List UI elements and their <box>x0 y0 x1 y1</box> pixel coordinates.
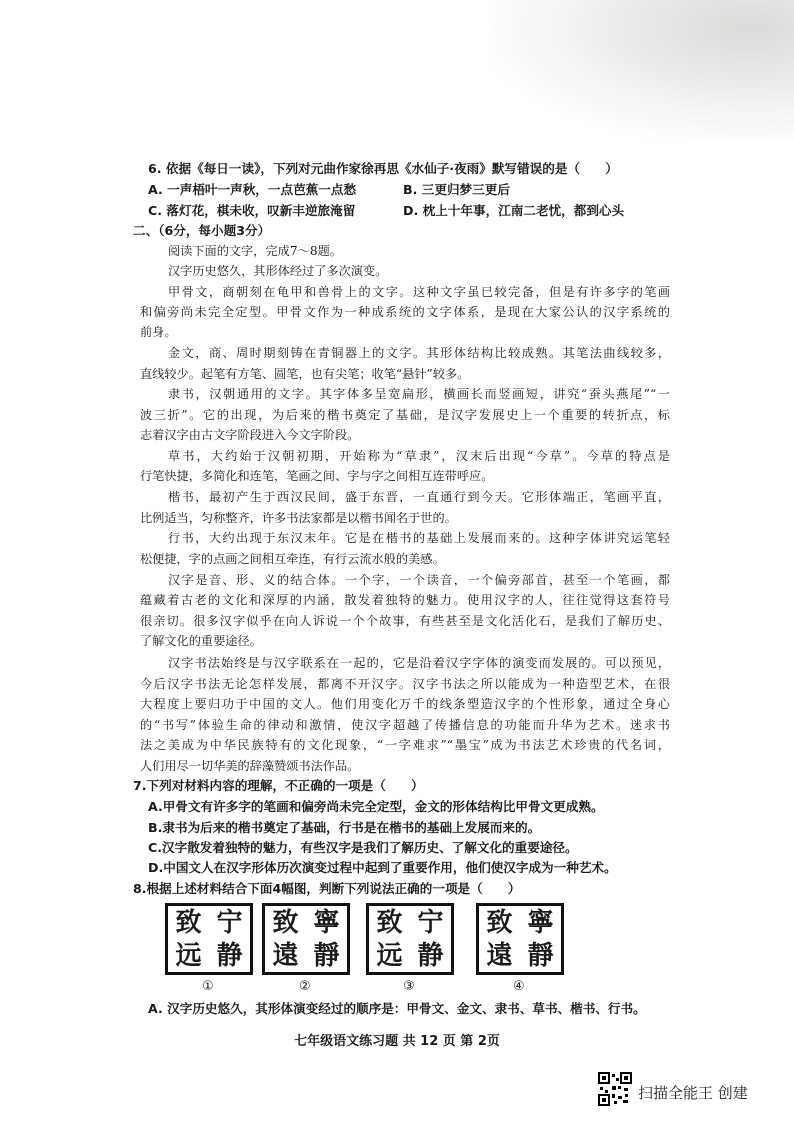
calligraphy-char: 寧 <box>313 907 340 938</box>
calligraphy-char: 远 <box>175 940 202 971</box>
question-6-stem: 6. 依据《每日一读》，下列对元曲作家徐再思《水仙子·夜雨》默写错误的是（ ） <box>148 161 618 176</box>
calligraphy-char: 遠 <box>486 940 513 971</box>
question-6-option-d: D. 枕上十年事，江南二老忧，都到心头 <box>403 203 625 218</box>
calligraphy-image-4 <box>476 903 564 975</box>
calligraphy-char: 宁 <box>417 907 444 938</box>
passage-line: 很亲切。很多汉字似乎在向人诉说一个个故事，有些甚至是文化活化石，是我们了解历史、 <box>140 614 670 628</box>
passage-line: 前身。 <box>140 325 177 339</box>
calligraphy-char: 靜 <box>313 940 340 971</box>
passage-line: 波三折”。它的出现，为后来的楷书奠定了基础，是汉字发展史上一个重要的转折点，标 <box>140 408 670 422</box>
passage-line: 人们用尽一切华美的辞藻赞颂书法作品。 <box>140 759 360 773</box>
passage-line: 今后汉字书法无论怎样发展，都离不开汉字。汉字书法之所以能成为一种造型艺术，在很 <box>140 677 670 691</box>
passage-line: 比例适当，匀称整齐，许多书法家都是以楷书闻名于世的。 <box>140 511 457 525</box>
image-label-4: ④ <box>513 979 525 994</box>
calligraphy-char: 静 <box>216 940 243 971</box>
passage-line: 汉字书法始终是与汉字联系在一起的，它是沿着汉字字体的演变而发展的。可以预见， <box>168 656 670 670</box>
passage-line: 草书，大约始于汉朝初期，开始称为“草隶”，汉末后出现“今草”。今草的特点是 <box>168 449 670 463</box>
question-7-option-b: B.隶书为后来的楷书奠定了基础，行书是在楷书的基础上发展而来的。 <box>148 820 541 835</box>
passage-line: 甲骨文，商朝刻在龟甲和兽骨上的文字。这种文字虽已较完备，但是有许多字的笔画 <box>168 285 670 299</box>
passage-line: 了解文化的重要途径。 <box>140 634 262 648</box>
question-6-option-c: C. 落灯花，棋未收，叹新丰逆旅淹留 <box>148 203 356 218</box>
scanner-brand: 扫描全能王 创建 <box>638 1084 748 1102</box>
passage-line: 大程度上要归功于中国的文人。他们用变化万千的线条塑造汉字的个性形象，通过全身心 <box>140 697 670 711</box>
section-intro: 阅读下面的文字，完成7～8题。 <box>168 244 342 258</box>
question-7-option-a: A.甲骨文有许多字的笔画和偏旁尚未完全定型，金文的形体结构比甲骨文更成熟。 <box>148 799 604 814</box>
calligraphy-char: 致 <box>376 907 403 938</box>
question-7-stem: 7.下列对材料内容的理解，不正确的一项是（ ） <box>133 778 424 793</box>
image-label-1: ① <box>202 979 214 994</box>
passage-line: 行书，大约出现于东汉末年。它是在楷书的基础上发展而来的。这种字体讲究运笔轻 <box>168 531 670 545</box>
calligraphy-char: 宁 <box>216 907 243 938</box>
passage-line: 金文，商、周时期刻铸在青铜器上的文字。其形体结构比较成熟。其笔法曲线较多， <box>168 346 670 360</box>
calligraphy-char: 远 <box>376 940 403 971</box>
passage-line: 松便捷，字的点画之间相互牵连，有行云流水般的美感。 <box>140 552 445 566</box>
image-label-3: ③ <box>403 979 415 994</box>
section-heading: 二、（6分，每小题3分） <box>133 223 271 238</box>
calligraphy-image-3 <box>366 903 454 975</box>
passage-line: 蕴藏着古老的文化和深厚的内涵，散发着独特的魅力。使用汉字的人，往往觉得这套符号 <box>140 593 670 607</box>
question-7-option-d: D.中国文人在汉字形体历次演变过程中起到了重要作用，他们使汉字成为一种艺术。 <box>148 860 617 875</box>
passage-line: 汉字历史悠久，其形体经过了多次演变。 <box>168 264 388 278</box>
image-label-2: ② <box>299 979 311 994</box>
passage-line: 行笔快捷，多简化和连笔，笔画之间、字与字之间相互连带呼应。 <box>140 469 494 483</box>
calligraphy-char: 遠 <box>272 940 299 971</box>
question-6-option-b: B. 三更归梦三更后 <box>403 182 510 197</box>
scan-shadow <box>494 0 794 140</box>
passage-line: 法之美成为中华民族特有的文化现象，“一字难求”“墨宝”成为书法艺术珍贵的代名词， <box>140 738 670 752</box>
calligraphy-image-2 <box>262 903 350 975</box>
passage-line: 隶书，汉朝通用的文字。其字体多呈宽扁形，横画长而竖画短，讲究“蚕头燕尾”“一 <box>168 387 670 401</box>
passage-line: 楷书，最初产生于西汉民间，盛于东晋，一直通行到今天。它形体端正，笔画平直， <box>168 490 670 504</box>
calligraphy-char: 致 <box>486 907 513 938</box>
passage-line: 志着汉字由古文字阶段进入今文字阶段。 <box>140 428 360 442</box>
question-8-option-a: A. 汉字历史悠久，其形体演变经过的顺序是：甲骨文、金文、隶书、草书、楷书、行书。 <box>148 1001 646 1016</box>
question-7-option-c: C.汉字散发着独特的魅力，有些汉字是我们了解历史、了解文化的重要途径。 <box>148 840 578 855</box>
question-6-option-a: A. 一声梧叶一声秋，一点芭蕉一点愁 <box>148 182 357 197</box>
calligraphy-char: 静 <box>417 940 444 971</box>
question-8-stem: 8.根据上述材料结合下面4幅图，判断下列说法正确的一项是（ ） <box>133 881 521 896</box>
qr-code-icon <box>598 1072 632 1106</box>
calligraphy-image-1 <box>165 903 253 975</box>
calligraphy-char: 致 <box>175 907 202 938</box>
passage-line: 直线较少。起笔有方笔、圆笔，也有尖笔；收笔“悬针”较多。 <box>140 367 470 381</box>
calligraphy-char: 靜 <box>527 940 554 971</box>
passage-line: 的“书写”体验生命的律动和激情，使汉字超越了传播信息的功能而升华为艺术。迷求书 <box>140 718 670 732</box>
passage-line: 汉字是音、形、义的结合体。一个字，一个读音，一个偏旁部首，甚至一个笔画，都 <box>168 573 670 587</box>
passage-line: 和偏旁尚未完全定型。甲骨文作为一种成系统的文字体系，是现在大家公认的汉字系统的 <box>140 305 670 319</box>
page-footer: 七年级语文练习题 共 12 页 第 2页 <box>294 1034 500 1049</box>
calligraphy-char: 寧 <box>527 907 554 938</box>
calligraphy-char: 致 <box>272 907 299 938</box>
